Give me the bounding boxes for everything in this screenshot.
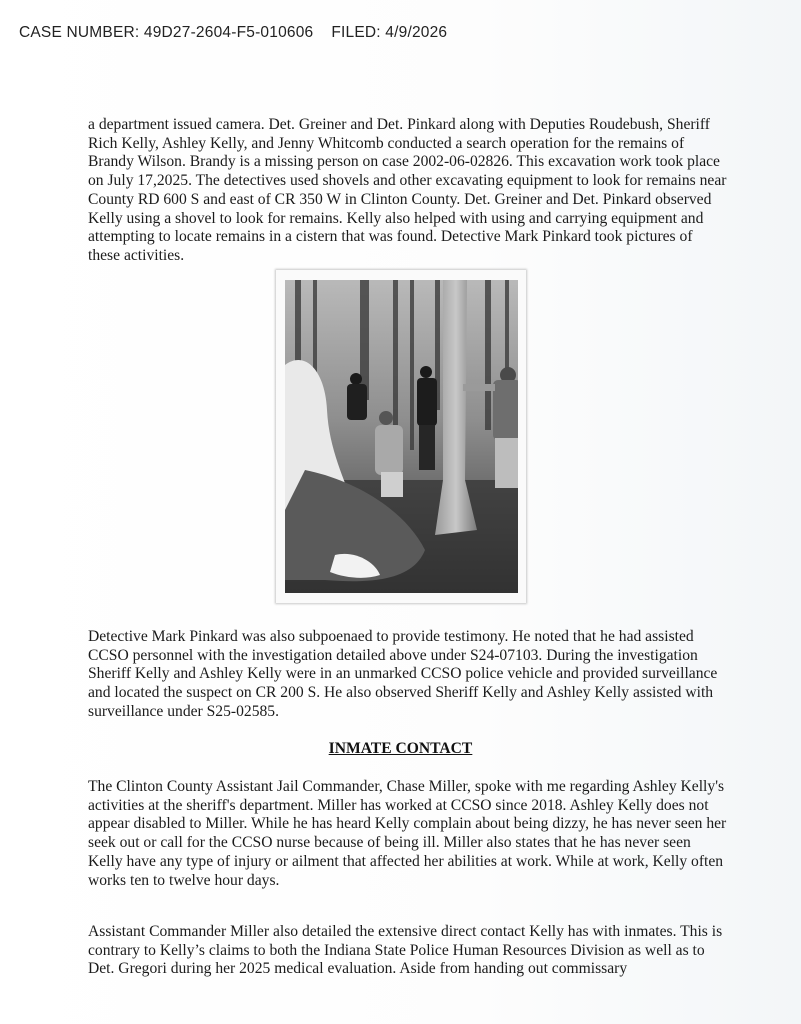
section-heading-inmate-contact: INMATE CONTACT [328, 740, 473, 757]
paragraph-inmate-contact-details: Assistant Commander Miller also detailed the extensive direct contact Kelly has with inmates. This is contrary to Kelly’s claims to both the Indiana State Police Human Resources Division as well as to Det. Gregori during her 2025 medical evaluation. Aside from handing out commissary [88, 923, 723, 978]
paragraph-pinkard-testimony: Detective Mark Pinkard was also subpoenaed to provide testimony. He noted that he had assisted CCSO personnel with the investigation detailed above under S24-07103. During the investigation Sheriff Kelly and Ashley Kelly were in an unmarked CCSO police vehicle and provided surveillance and located the suspect on CR 200 S. He also observed Sheriff Kelly and Ashley Kelly assisted with surveillance under S25-02585. [88, 628, 718, 720]
case-header [19, 24, 447, 42]
evidence-photo-frame [276, 270, 526, 603]
paragraph-search-operation: a department issued camera. Det. Greiner and Det. Pinkard along with Deputies Roudebush, Sheriff Rich Kelly, Ashley Kelly, and Jenny Whitcomb conducted a search operation for the remains of Brandy Wilson. Brandy is a missing person on case 2002-06-02826. This excavation work took place on July 17,2025. The detectives used shovels and other excavating equipment to look for remains near County RD 600 S and east of CR 350 W in Clinton County. Det. Greiner and Det. Pinkard observed Kelly using a shovel to look for remains. Kelly also helped with using and carrying equipment and attempting to locate remains in a cistern that was found. Detective Mark Pinkard took pictures of these activities. [88, 116, 727, 264]
filed-date: FILED: 4/9/2026 [331, 24, 448, 41]
evidence-photo [285, 280, 518, 593]
case-number: CASE NUMBER: 49D27-2604-F5-010606 [19, 24, 314, 41]
paragraph-jail-commander: The Clinton County Assistant Jail Commander, Chase Miller, spoke with me regarding Ashley Kelly's activities at the sheriff's department. Miller has worked at CCSO since 2018. Ashley Kelly does not appear disabled to Miller. While he has heard Kelly complain about being dizzy, he has never seen her seek out or call for the CCSO nurse because of being ill. Miller also states that he has never seen Kelly have any type of injury or ailment that affected her abilities at work. While at work, Kelly often works ten to twelve hour days. [88, 778, 727, 889]
person-background-center [417, 366, 437, 470]
photo-scene [285, 280, 518, 593]
